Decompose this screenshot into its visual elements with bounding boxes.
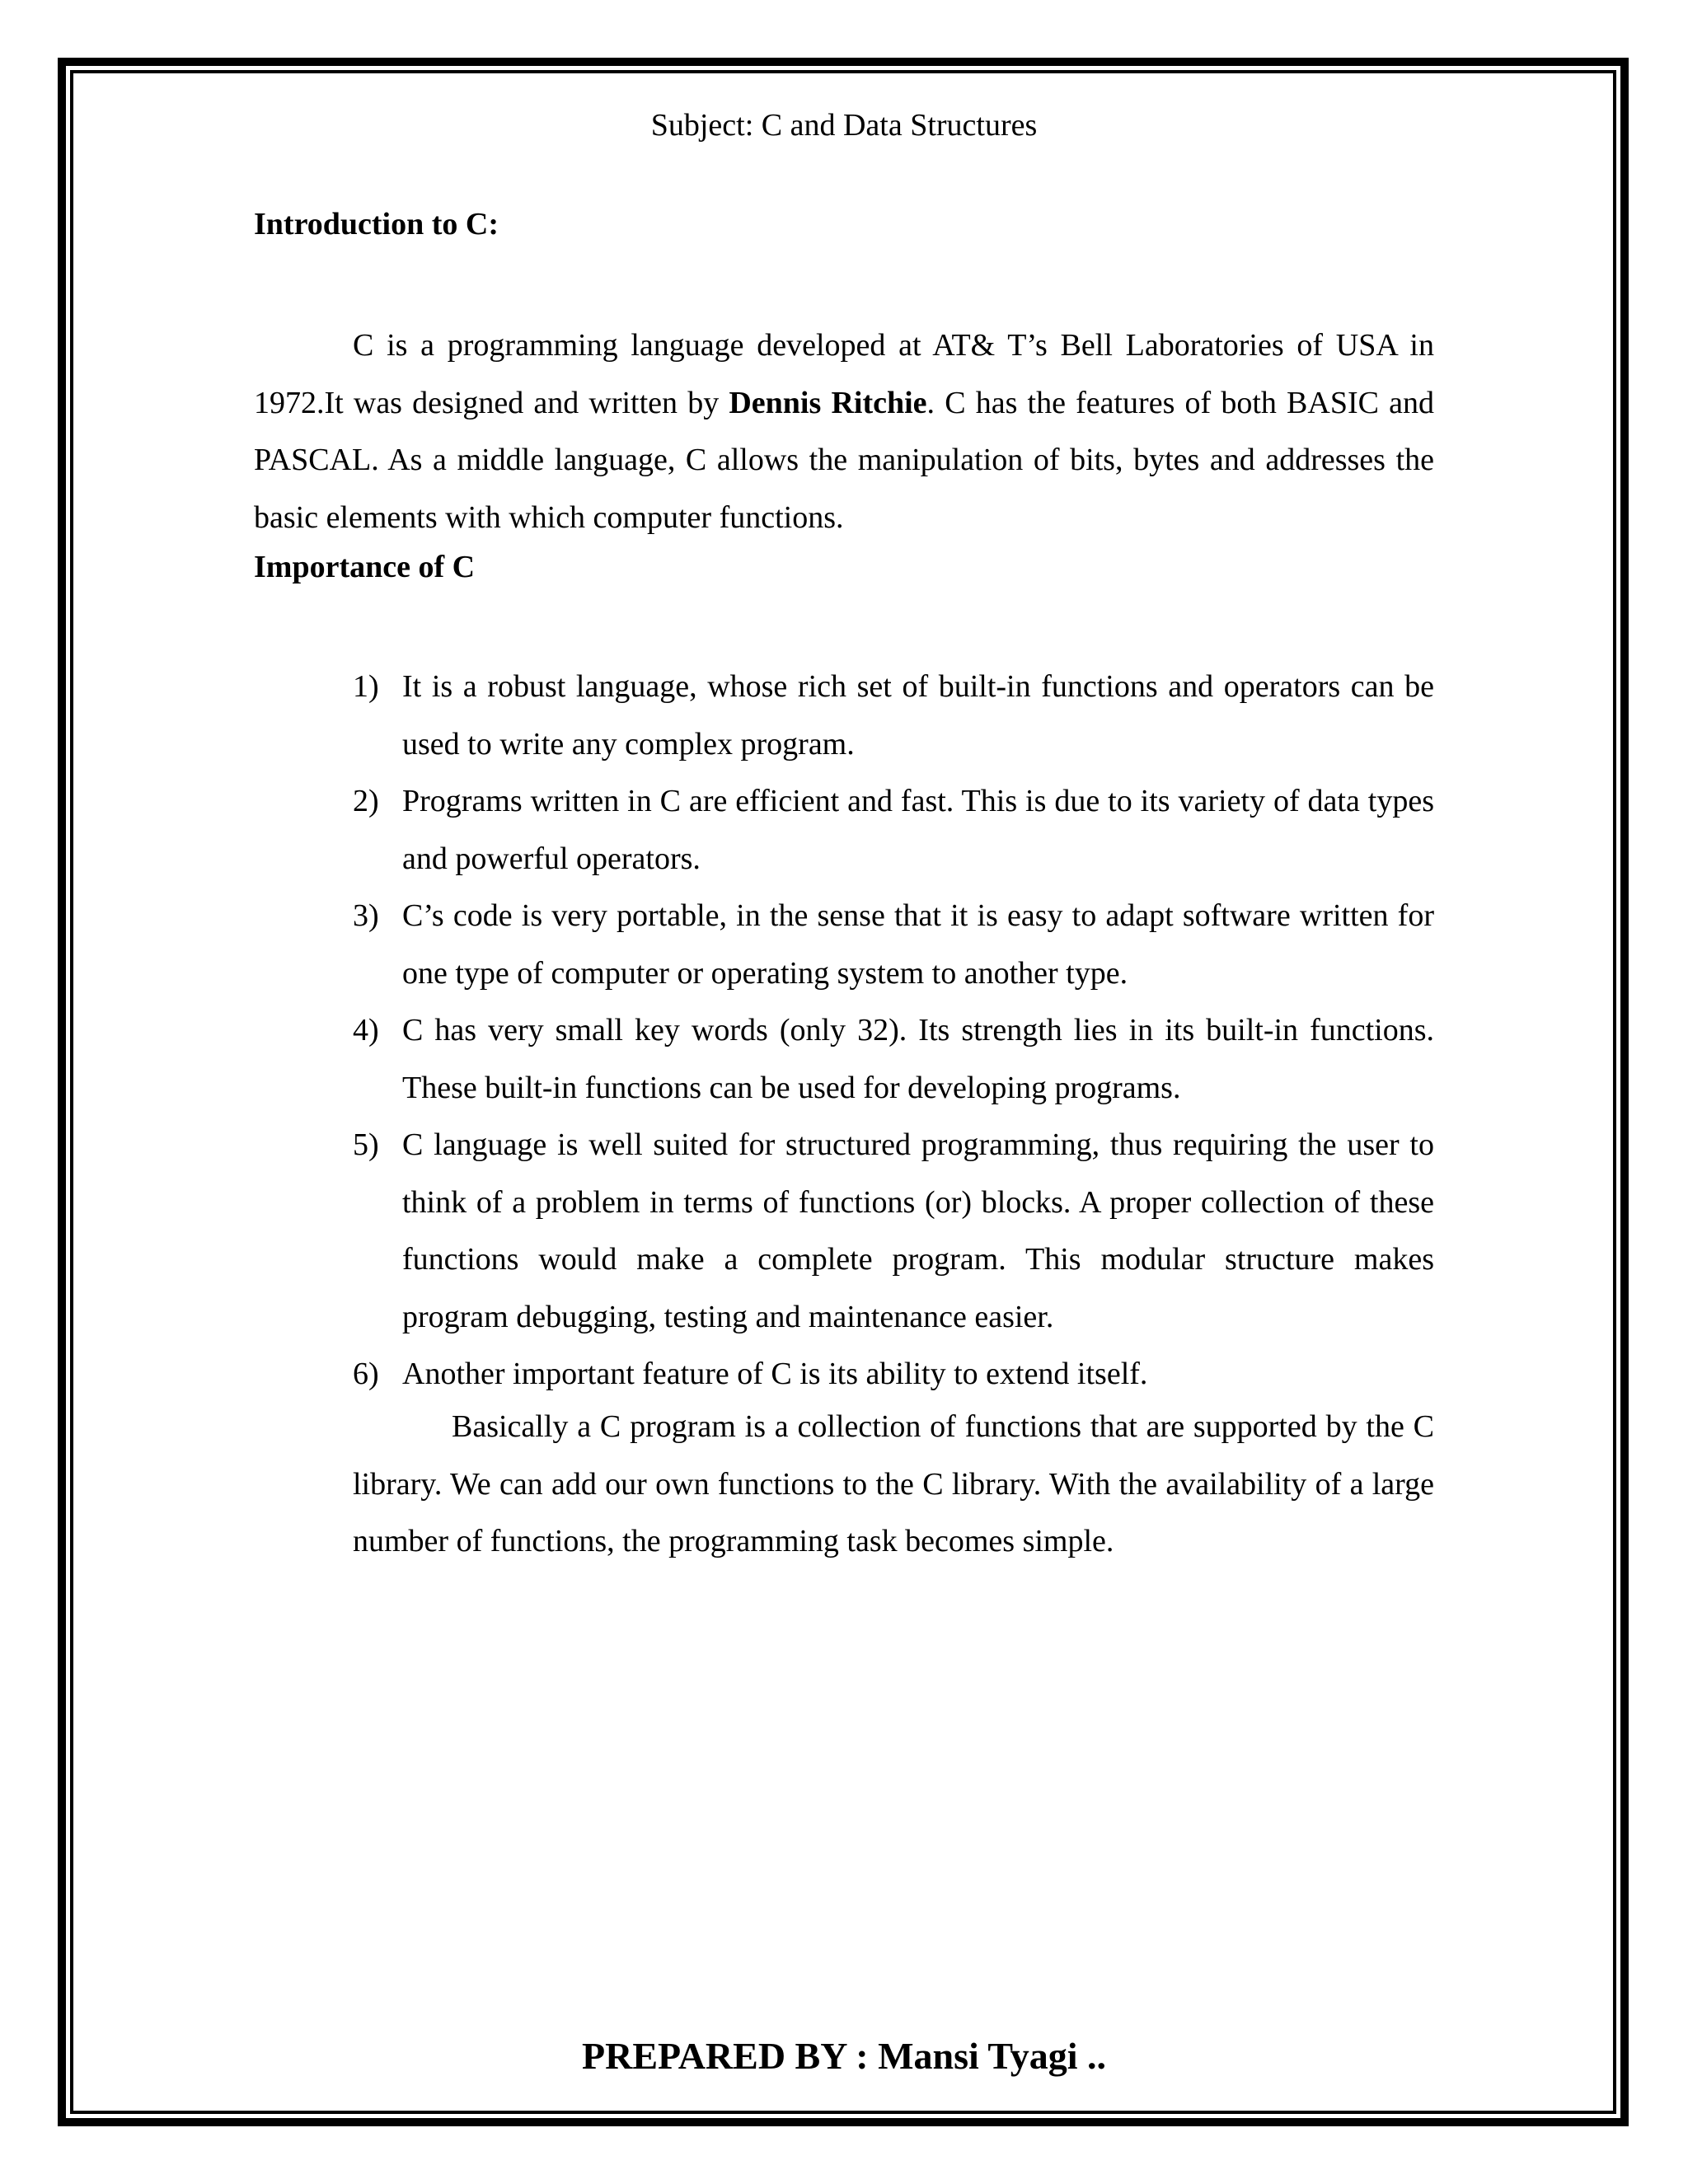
list-item-number: 4) (353, 1013, 379, 1047)
list-item-number: 5) (353, 1127, 379, 1162)
list-item-text: Another important feature of C is its ability to extend itself. (402, 1357, 1148, 1391)
intro-text-start: C is a programming language developed at AT& T’s Bell Laboratories of USA in 1972.It was designed and written by (254, 328, 1434, 420)
list-item (348, 1002, 1434, 1117)
list-item (348, 888, 1434, 1002)
list-item (348, 773, 1434, 888)
list-item-text: It is a robust language, whose rich set of built-in functions and operators can be used to write any complex program. (402, 669, 1434, 762)
list-item (348, 658, 1434, 773)
list-item-text: C’s code is very portable, in the sense that it is easy to adapt software written for one type of computer or operating system to another type. (402, 898, 1434, 991)
list-item-number: 3) (353, 898, 379, 933)
list-item-text: C language is well suited for structured programming, thus requiring the user to think of a problem in terms of functions (or) blocks. A proper collection of these functions would make a complete program. This modular structure makes program debugging, testing and maintenance easier. (402, 1127, 1434, 1334)
list-item-number: 1) (353, 669, 379, 704)
importance-heading: Importance of C (254, 550, 476, 584)
closing-paragraph: Basically a C program is a collection of functions that are supported by the C library. We can add our own functions to the C library. With the availability of a large number of functions, the programming task becomes simple. (353, 1409, 1434, 1558)
list-item-number: 6) (353, 1357, 379, 1391)
author-name: Dennis Ritchie (729, 385, 927, 420)
list-item-number: 2) (353, 784, 379, 818)
prepared-by-footer: PREPARED BY : Mansi Tyagi .. (582, 2035, 1106, 2077)
list-item (348, 1346, 1434, 1404)
list-item-text: C has very small key words (only 32). Its strength lies in its built-in functions. These built-in functions can be used for developing programs. (402, 1013, 1434, 1105)
intro-text-end: . C has the features of both BASIC and PASCAL. As a middle language, C allows the manipulation of bits, bytes and addresses the basic elements with which computer functions. (254, 385, 1434, 535)
intro-heading: Introduction to C: (254, 207, 499, 241)
subject-header: Subject: C and Data Structures (650, 108, 1038, 143)
importance-list (348, 658, 1434, 1404)
list-item (348, 1117, 1434, 1346)
intro-paragraph (254, 317, 1434, 546)
list-item-text: Programs written in C are efficient and fast. This is due to its variety of data types and powerful operators. (402, 784, 1434, 876)
